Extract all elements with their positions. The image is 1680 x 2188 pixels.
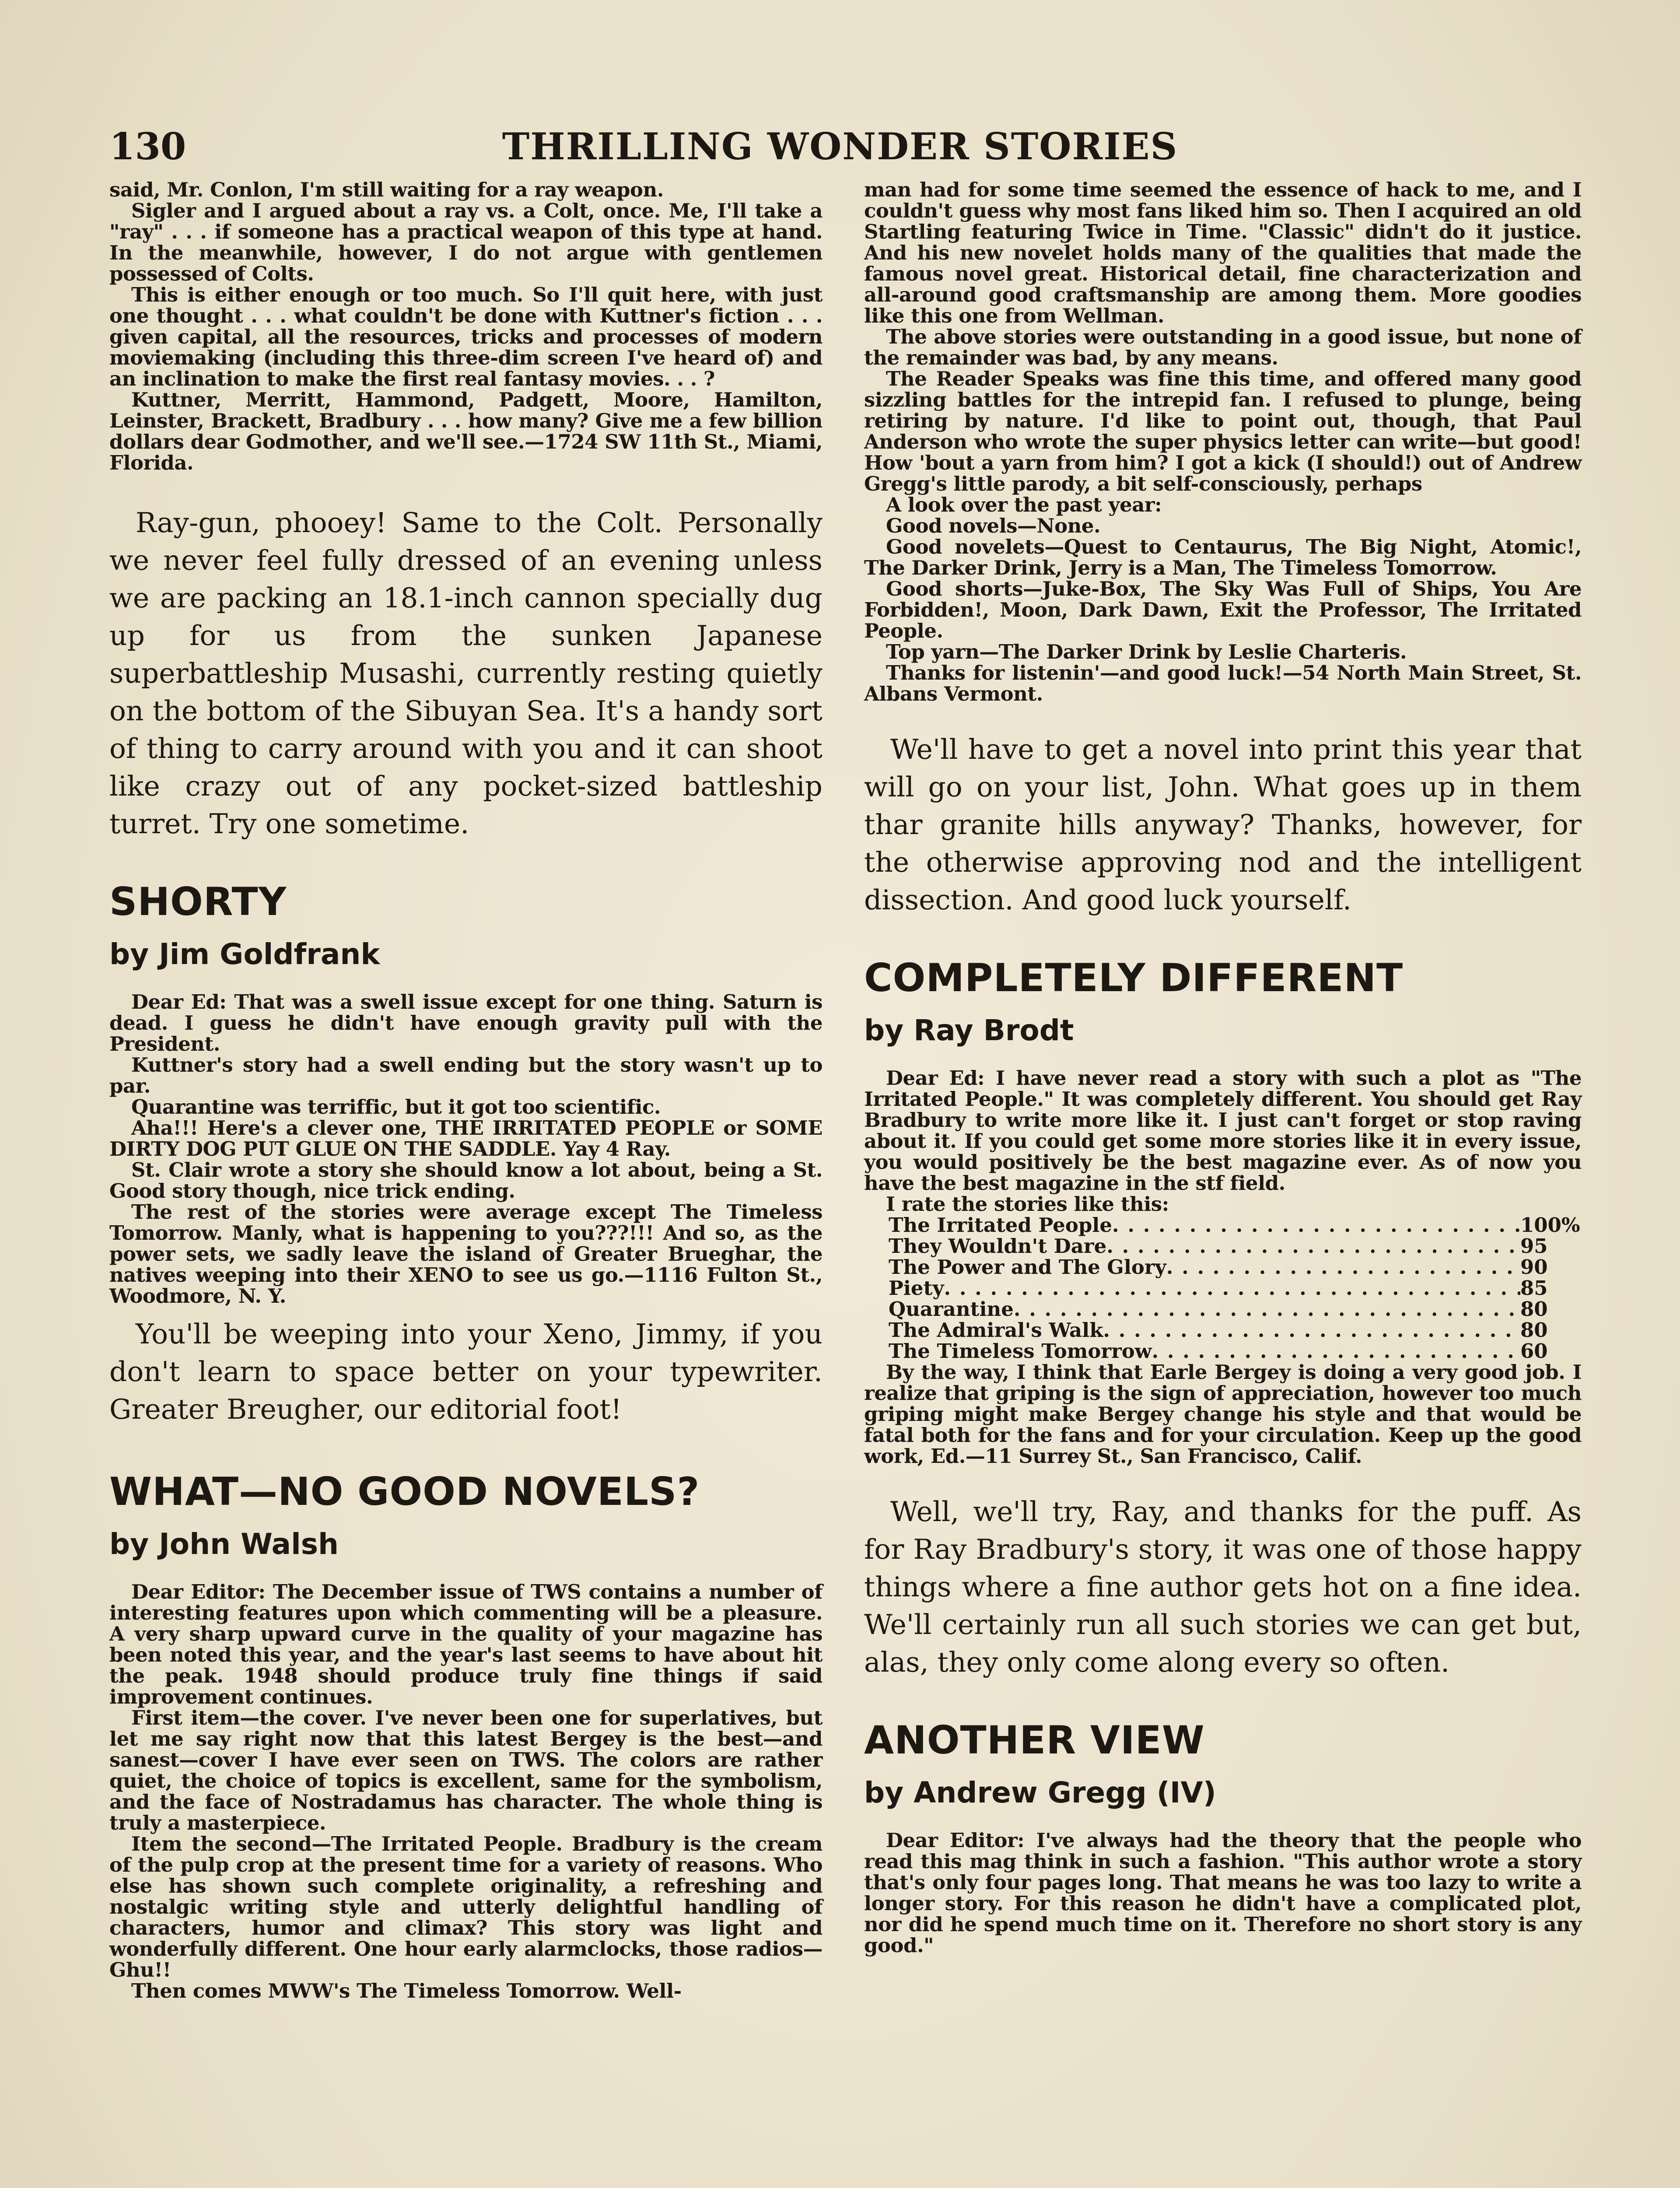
rating-score: 100% xyxy=(1520,1213,1580,1237)
paragraph: Dear Ed: That was a swell issue except for one thing. Saturn is dead. I guess he didn't have enough gravity pull with the President. xyxy=(109,990,822,1055)
rating-score: 85 xyxy=(1520,1276,1548,1300)
rating-title: Piety xyxy=(889,1276,944,1300)
rating-row xyxy=(889,1236,1582,1257)
rating-score: 80 xyxy=(1520,1318,1548,1342)
rating-row xyxy=(889,1341,1582,1362)
section-title-another-view: ANOTHER VIEW xyxy=(864,1718,1205,1763)
paragraph: The Reader Speaks was fine this time, and offered many good sizzling battles for the intrepid fan. I refused to plunge, being retiring by nature. I'd like to point out, though, that Paul Anderson who wrote the super physics letter can write—but good! How 'bout a yarn from him? I got a kick (I should!) out of Andrew Gregg's little parody, a bit self-consciously, perhaps xyxy=(864,367,1582,495)
rating-row xyxy=(889,1257,1582,1278)
rating-title: The Admiral's Walk xyxy=(889,1318,1103,1342)
rating-row xyxy=(889,1215,1582,1236)
rating-title: They Wouldn't Dare xyxy=(889,1234,1107,1258)
letter-gregg xyxy=(864,1830,1582,1956)
rating-title: The Power and The Glory xyxy=(889,1255,1166,1279)
paragraph: Kuttner's story had a swell ending but the story wasn't up to par. xyxy=(109,1053,822,1098)
paragraph: Dear Editor: I've always had the theory that the people who read this mag think in such a fashion. "This author wrote a story that's only four pages long. That means he was too lazy to write a longer story. For this reason he didn't have a complicated plot, nor did he spend much time on it. Therefore no short story is any good." xyxy=(864,1829,1582,1957)
paragraph: The above stories were outstanding in a good issue, but none of the remainder was bad, by any means. xyxy=(864,325,1582,369)
paragraph: Kuttner, Merritt, Hammond, Padgett, Moore, Hamilton, Leinster, Brackett, Bradbury . . . how many? Give me a few billion dollars dear Godmother, and we'll see.—1724 SW 11th St., Miami, Florida. xyxy=(109,388,822,474)
rating-title: The Timeless Tomorrow xyxy=(889,1339,1152,1363)
paragraph: Top yarn—The Darker Drink by Leslie Charteris. xyxy=(886,640,1407,663)
rating-row xyxy=(889,1299,1582,1320)
paragraph: Quarantine was terriffic, but it got too scientific. xyxy=(131,1095,661,1119)
editor-reply-walsh: We'll have to get a novel into print this year that will go on your list, John. What goes up in them thar granite hills anyway? Thanks, however, for the otherwise approving nod and the intelligent dissection. And good luck yourself. xyxy=(864,733,1582,916)
paragraph: This is either enough or too much. So I'll quit here, with just one thought . . . what couldn't be done with Kuttner's fiction . . . given capital, all the resources, tricks and processes of modern moviemaking (including this three-dim screen I've heard of) and an inclination to make the first real fantasy movies. . . ? xyxy=(109,283,822,390)
section-title-no-good-novels: WHAT—NO GOOD NOVELS? xyxy=(109,1469,700,1514)
running-head: THRILLING WONDER STORIES xyxy=(502,125,1178,168)
rating-score: 95 xyxy=(1520,1234,1548,1258)
byline-gregg: by Andrew Gregg (IV) xyxy=(864,1776,1216,1809)
page-number: 130 xyxy=(109,125,186,168)
paragraph: Good novelets—Quest to Centaurus, The Big Night, Atomic!, The Darker Drink, Jerry is a Man, The Timeless Tomorrow. xyxy=(864,535,1582,579)
letter-conlon-end xyxy=(109,179,822,473)
paragraph: Good novels—None. xyxy=(886,514,1101,537)
section-title-completely-different: COMPLETELY DIFFERENT xyxy=(864,955,1404,1000)
section-title-shorty: SHORTY xyxy=(109,879,287,924)
paragraph: Aha!!! Here's a clever one, THE IRRITATED PEOPLE or SOME DIRTY DOG PUT GLUE ON THE SADDLE. Yay 4 Ray. xyxy=(109,1116,822,1161)
paragraph: The rest of the stories were average except The Timeless Tomorrow. Manly, what is happening to you???!!! And so, as the power sets, we sadly leave the island of Greater Brueghar, the natives weeping into their XENO to see us go.—1116 Fulton St., Woodmore, N. Y. xyxy=(109,1200,822,1308)
paragraph: Sigler and I argued about a ray vs. a Colt, once. Me, I'll take a "ray" . . . if someone has a practical weapon of this type at hand. In the meanwhile, however, I do not argue with gentlemen possessed of Colts. xyxy=(109,199,822,285)
paragraph: I rate the stories like this: xyxy=(886,1192,1169,1216)
byline-brodt: by Ray Brodt xyxy=(864,1013,1074,1047)
paragraph: First item—the cover. I've never been one for superlatives, but let me say right now that this latest Bergey is the best—and sanest—cover I have ever seen on TWS. The colors are rather quiet, the choice of topics is excellent, same for the symbolism, and the face of Nostradamus has character. The whole thing is truly a masterpiece. xyxy=(109,1706,822,1834)
paragraph: man had for some time seemed the essence of hack to me, and I couldn't guess why most fans liked him so. Then I acquired an old Startling featuring Twice in Time. "Classic" didn't do it justice. And his new novelet holds many of the qualities that made the famous novel great. Historical detail, fine characterization and all-around good craftsmanship are among them. More goodies like this one from Wellman. xyxy=(864,178,1582,327)
rating-score: 80 xyxy=(1520,1297,1548,1321)
letter-walsh xyxy=(109,1581,822,2002)
rating-row xyxy=(889,1320,1582,1341)
byline-walsh: by John Walsh xyxy=(109,1527,339,1561)
rating-title: Quarantine xyxy=(889,1297,1014,1321)
paragraph: Dear Editor: The December issue of TWS contains a number of interesting features upon which commenting will be a pleasure. A very sharp upward curve in the quality of your magazine has been noted this year, and the year's last seems to have about hit the peak. 1948 should produce truly fine things if said improvement continues. xyxy=(109,1580,822,1708)
right-column xyxy=(864,179,1582,1956)
rating-row xyxy=(889,1278,1582,1299)
paragraph: St. Clair wrote a story she should know a lot about, being a St. Good story though, nice trick ending. xyxy=(109,1158,822,1203)
editor-reply-conlon: Ray-gun, phooey! Same to the Colt. Personally we never feel fully dressed of an evening unless we are packing an 18.1-inch cannon specially dug up for us from the sunken Japanese superbattleship Musashi, currently resting quietly on the bottom of the Sibuyan Sea. It's a handy sort of thing to carry around with you and it can shoot like crazy out of any pocket-sized battleship turret. Try one sometime. xyxy=(109,507,822,840)
editor-reply-brodt: Well, we'll try, Ray, and thanks for the puff. As for Ray Bradbury's story, it was one of those happy things where a fine author gets hot on a fine idea. We'll certainly run all such stories we can get but, alas, they only come along every so often. xyxy=(864,1496,1582,1678)
paragraph: Good shorts—Juke-Box, The Sky Was Full of Ships, You Are Forbidden!, Moon, Dark Dawn, Exit the Professor, The Irritated People. xyxy=(864,577,1582,642)
letter-brodt-closing xyxy=(864,1362,1582,1467)
rating-score: 90 xyxy=(1520,1255,1548,1279)
letter-brodt xyxy=(864,1068,1582,1215)
paragraph: said, Mr. Conlon, I'm still waiting for a ray weapon. xyxy=(109,178,664,201)
paragraph: Dear Ed: I have never read a story with such a plot as "The Irritated People." It was completely different. You should get Ray Bradbury to write more like it. I just can't forget or stop raving about it. If you could get some more stories like it in every issue, you would positively be the best magazine ever. As of now you have the best magazine in the stf field. xyxy=(864,1066,1582,1195)
rating-title: The Irritated People xyxy=(889,1213,1113,1237)
paragraph: By the way, I think that Earle Bergey is doing a very good job. I realize that griping is the sign of appreciation, however too much griping might make Bergey change his style and that would be fatal both for the fans and for your circulation. Keep up the good work, Ed.—11 Surrey St., San Francisco, Calif. xyxy=(864,1360,1582,1468)
left-column xyxy=(109,179,822,2002)
editor-reply-shorty: You'll be weeping into your Xeno, Jimmy, if you don't learn to space better on your typewriter. Greater Breugher, our editorial foot! xyxy=(109,1318,822,1425)
letter-walsh-continued xyxy=(864,179,1582,705)
paragraph: Then comes MWW's The Timeless Tomorrow. Well- xyxy=(131,1979,682,2002)
paragraph: Item the second—The Irritated People. Bradbury is the cream of the pulp crop at the present time for a variety of reasons. Who else has shown such complete originality, a refreshing and nostalgic writing style and utterly delightful handling of characters, humor and climax? This story was light and wonderfully different. One hour early alarmclocks, those radios—Ghu!! xyxy=(109,1832,822,1981)
paragraph: A look over the past year: xyxy=(886,493,1162,516)
byline-goldfrank: by Jim Goldfrank xyxy=(109,937,380,971)
story-ratings-list xyxy=(889,1215,1582,1362)
rating-score: 60 xyxy=(1520,1339,1548,1363)
letter-shorty xyxy=(109,992,822,1307)
paragraph: Thanks for listenin'—and good luck!—54 North Main Street, St. Albans Vermont. xyxy=(864,661,1582,705)
page-header xyxy=(109,123,1571,171)
